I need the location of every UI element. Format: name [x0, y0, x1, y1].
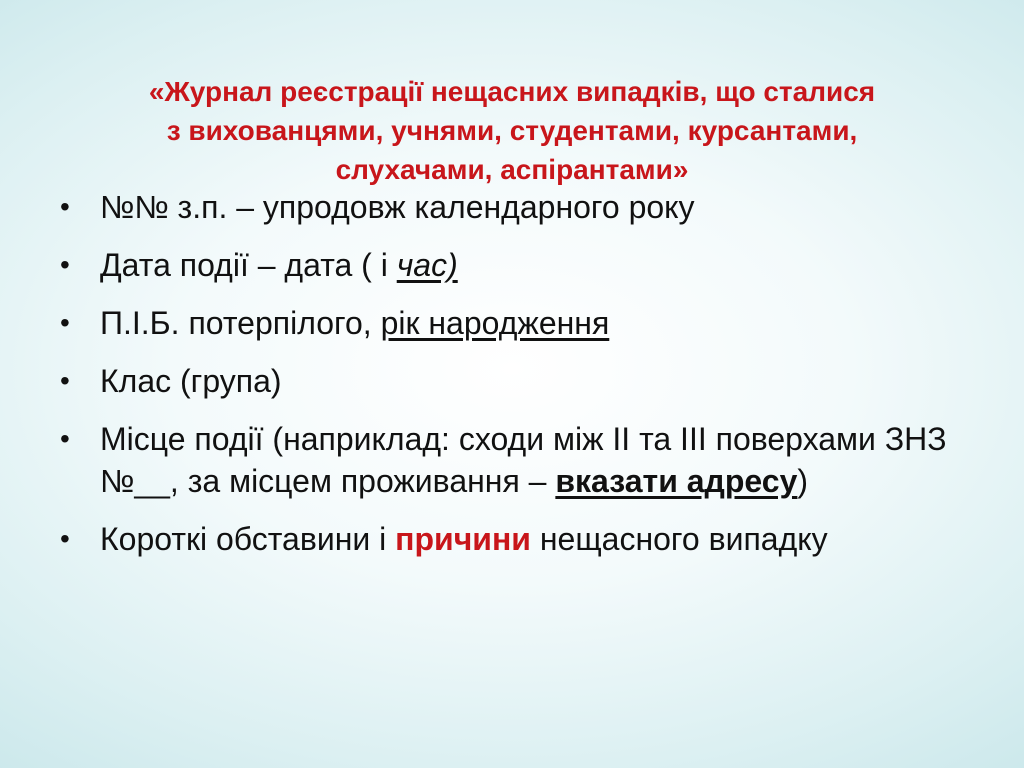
- bullet-item-numbering: [58, 186, 988, 228]
- bullet-emphasis-causes: причини: [395, 521, 531, 557]
- bullet-marker: •: [60, 523, 70, 554]
- bullet-marker: •: [60, 191, 70, 222]
- bullet-marker: •: [60, 423, 70, 454]
- bullet-marker: •: [60, 307, 70, 338]
- bullet-item-class: [58, 360, 988, 402]
- bullet-item-circumstances: [58, 518, 988, 560]
- bullet-text: №№ з.п. – упродовж календарного року: [100, 189, 695, 225]
- bullet-text-end: ): [797, 463, 809, 499]
- bullet-item-date: [58, 244, 988, 286]
- bullet-text: Клас (група): [100, 363, 282, 399]
- bullet-text: Короткі обставини і: [100, 521, 396, 557]
- bullet-marker: •: [60, 249, 70, 280]
- bullet-emphasis-time: час): [396, 247, 458, 283]
- bullet-emphasis-address: вказати адресу: [555, 463, 798, 499]
- bullet-list: [58, 186, 988, 576]
- bullet-item-place: [58, 418, 988, 502]
- bullet-emphasis-birth-year: рік народження: [380, 305, 610, 341]
- slide-title: [40, 72, 984, 189]
- bullet-text: П.І.Б. потерпілого,: [100, 305, 381, 341]
- bullet-text: Місце події (наприклад: сходи між ІІ та ІІІ поверхами ЗНЗ №__, за місцем проживання –: [100, 421, 947, 499]
- title-line-3: слухачами, аспірантами»: [335, 154, 689, 185]
- title-line-2: з вихованцями, учнями, студентами, курсантами,: [166, 115, 858, 146]
- bullet-marker: •: [60, 365, 70, 396]
- title-line-1: «Журнал реєстрації нещасних випадків, що сталися: [148, 76, 876, 107]
- bullet-text: Дата події – дата ( і: [100, 247, 397, 283]
- bullet-text-end: нещасного випадку: [530, 521, 828, 557]
- bullet-item-name: [58, 302, 988, 344]
